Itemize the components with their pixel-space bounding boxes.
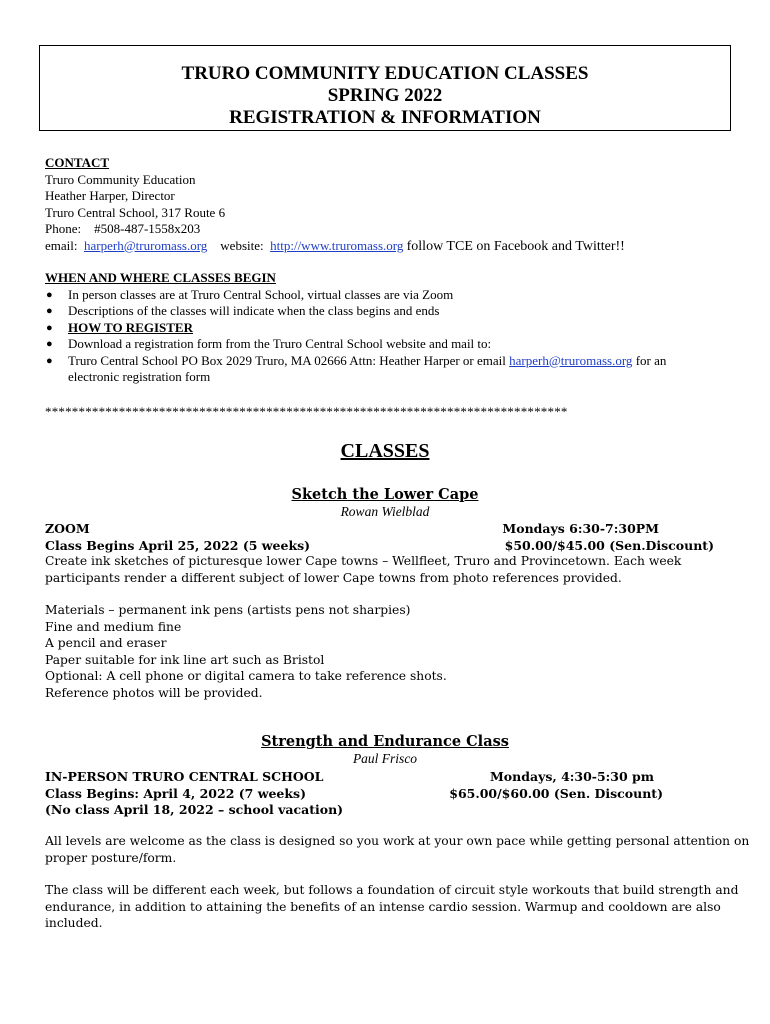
bullet-icon: ● [46, 354, 53, 367]
class2-begins: Class Begins: April 4, 2022 (7 weeks) [45, 786, 306, 801]
registration-email-link[interactable]: harperh@truromass.org [509, 352, 633, 368]
bullet-icon: ● [46, 321, 53, 334]
bullet-icon: ● [46, 338, 53, 350]
class1-schedule: Mondays 6:30-7:30PM [502, 521, 659, 536]
when-where-list [45, 287, 735, 386]
contact-org: Truro Community Education [45, 171, 196, 187]
list-item: Paper suitable for ink line art such as Bristol [45, 652, 325, 667]
list-item: Optional: A cell phone or digital camera to take reference shots. [45, 669, 447, 683]
title-line-2: SPRING 2022 [327, 85, 443, 106]
list-item: A pencil and eraser [45, 636, 167, 650]
contact-section [45, 155, 735, 255]
title-line-3: REGISTRATION & INFORMATION [229, 107, 541, 128]
class2-schedule: Mondays, 4:30-5:30 pm [489, 769, 654, 784]
class1-title: Sketch the Lower Cape [291, 486, 479, 503]
list-item: ● HOW TO REGISTER [46, 319, 193, 335]
class2-paragraph-2: The class will be different each week, but follows a foundation of circuit style workouts that build strength and endurance, in addition to attaining the benefits of an intense cardio session. Warmup and cooldown are also included. [45, 883, 739, 930]
when-where-heading: WHEN AND WHERE CLASSES BEGIN [45, 270, 276, 285]
class2-no-class: (No class April 18, 2022 – school vacation) [45, 802, 344, 817]
contact-phone: Phone: #508-487-1558x203 [45, 221, 201, 236]
website-link[interactable]: http://www.truromass.org [270, 237, 404, 253]
class2-title: Strength and Endurance Class [261, 733, 509, 750]
class1-begins: Class Begins April 25, 2022 (5 weeks) [45, 538, 311, 553]
class1-price: $50.00/$45.00 (Sen.Discount) [504, 538, 714, 553]
contact-links-row [45, 238, 735, 256]
contact-director: Heather Harper, Director [45, 188, 175, 203]
separator-line: ****************************************************************************** [45, 404, 568, 419]
list-item: ● Descriptions of the classes will indicate when the class begins and ends [46, 303, 440, 318]
classes-heading: CLASSES [340, 440, 430, 462]
list-item: ● In person classes are at Truro Central School, virtual classes are via Zoom [46, 286, 454, 302]
list-item: ● Download a registration form from the Truro Central School website and mail to: [46, 336, 492, 351]
contact-heading: CONTACT [45, 155, 110, 170]
bullet-icon: ● [46, 305, 53, 317]
class2-paragraph-1: All levels are welcome as the class is designed so you work at your own pace while getting personal attention on proper posture/form. [45, 834, 750, 865]
list-item: Reference photos will be provided. [45, 685, 263, 700]
title-box [39, 45, 731, 131]
class1-location: ZOOM [45, 521, 90, 536]
bullet-icon: ● [46, 288, 53, 301]
when-where-section [45, 270, 735, 386]
class2-location: IN-PERSON TRURO CENTRAL SCHOOL [45, 769, 324, 784]
title-line-1: TRURO COMMUNITY EDUCATION CLASSES [181, 63, 589, 84]
class2-price: $65.00/$60.00 (Sen. Discount) [449, 786, 663, 801]
contact-address: Truro Central School, 317 Route 6 [45, 204, 226, 220]
list-item: Materials – permanent ink pens (artists pens not sharpies) [45, 603, 411, 617]
list-item: Fine and medium fine [45, 619, 182, 634]
class2-instructor: Paul Frisco [352, 751, 418, 766]
class1-instructor: Rowan Wielblad [340, 504, 430, 519]
email-link[interactable]: harperh@truromass.org [84, 237, 208, 253]
list-item: ● Truro Central School PO Box 2029 Truro, MA 02666 Attn: Heather Harper or email harperh@truromass.org for an electronic registration form [46, 352, 667, 384]
class1-materials [45, 602, 735, 701]
email-label: email: [45, 237, 78, 253]
class1-description: Create ink sketches of picturesque lower Cape towns – Wellfleet, Truro and Provincetown. Each week participants render a different subject of lower Cape towns from photo references provided. [45, 554, 682, 585]
website-label: website: [220, 237, 264, 253]
follow-note: follow TCE on Facebook and Twitter!! [406, 238, 625, 254]
